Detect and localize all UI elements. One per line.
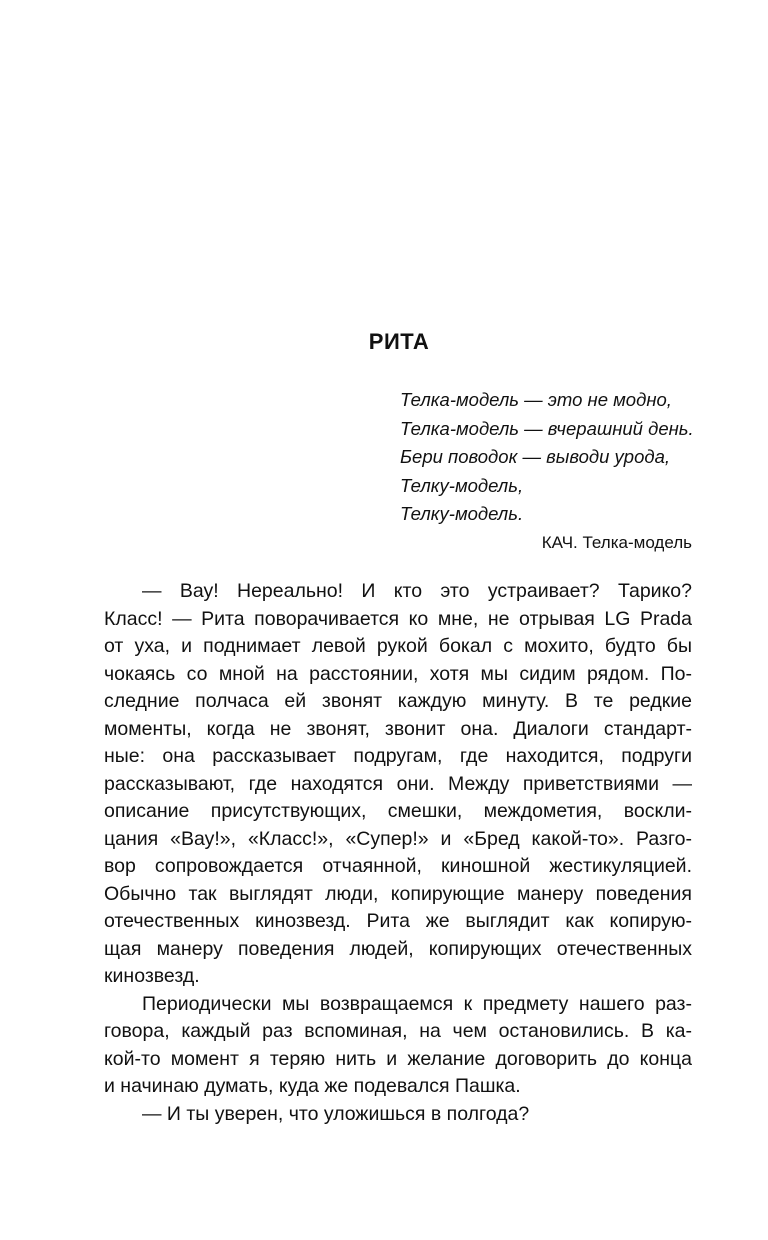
epigraph — [400, 386, 692, 557]
text-line: кой-то момент я теряю нить и желание договорить до конца — [104, 1047, 692, 1070]
epigraph-line: Телку-модель, — [400, 474, 524, 496]
text-line: отечественных кинозвезд. Рита же выглядит как копирую- — [104, 910, 692, 932]
text-line: щая манеру поведения людей, копирующих отечественных — [104, 937, 692, 960]
text-line: от уха, и поднимает левой рукой бокал с мохито, будто бы — [104, 635, 692, 657]
epigraph-line: Телка-модель — вчерашний день. — [400, 417, 694, 439]
epigraph-source: КАЧ. Телка-модель — [541, 532, 692, 552]
text-line: рассказывают, где находятся они. Между приветствиями — — [104, 772, 692, 795]
text-line: говора, каждый раз вспоминая, на чем остановились. В ка- — [104, 1020, 692, 1042]
chapter-title: РИТА — [368, 329, 430, 354]
text-line: описание присутствующих, смешки, междометия, воскли- — [104, 800, 692, 822]
text-line: — И ты уверен, что уложишься в полгода? — [142, 1102, 530, 1125]
body-text — [104, 578, 692, 1128]
epigraph-line: Бери поводок — выводи урода, — [400, 446, 671, 467]
text-line: следние полчаса ей звонят каждую минуту. В те редкие — [104, 690, 692, 712]
text-line: вор сопровождается отчаянной, киношной жестикуляцией. — [104, 855, 692, 877]
text-line: цания «Вау!», «Класс!», «Супер!» и «Бред какой-то». Разго- — [104, 827, 692, 850]
text-line: Периодически мы возвращаемся к предмету нашего раз- — [142, 992, 692, 1015]
text-line: Класс! — Рита поворачивается ко мне, не отрывая LG Prada — [104, 607, 692, 630]
text-line: моменты, когда не звонят, звонит она. Диалоги стандарт- — [104, 717, 692, 740]
text-line: и начинаю думать, куда же подевался Пашка. — [104, 1075, 521, 1097]
text-line: чокаясь со мной на расстоянии, хотя мы сидим рядом. По- — [104, 662, 692, 685]
text-line: — Вау! Нереально! И кто это устраивает? Тарико? — [142, 580, 692, 602]
epigraph-line: Телку-модель. — [400, 503, 524, 524]
text-line: Обычно так выглядят люди, копирующие манеру поведения — [104, 882, 692, 905]
text-line: кинозвезд. — [104, 965, 200, 987]
epigraph-line: Телка-модель — это не модно, — [400, 389, 672, 410]
text-line: ные: она рассказывает подругам, где находится, подруги — [104, 745, 692, 767]
